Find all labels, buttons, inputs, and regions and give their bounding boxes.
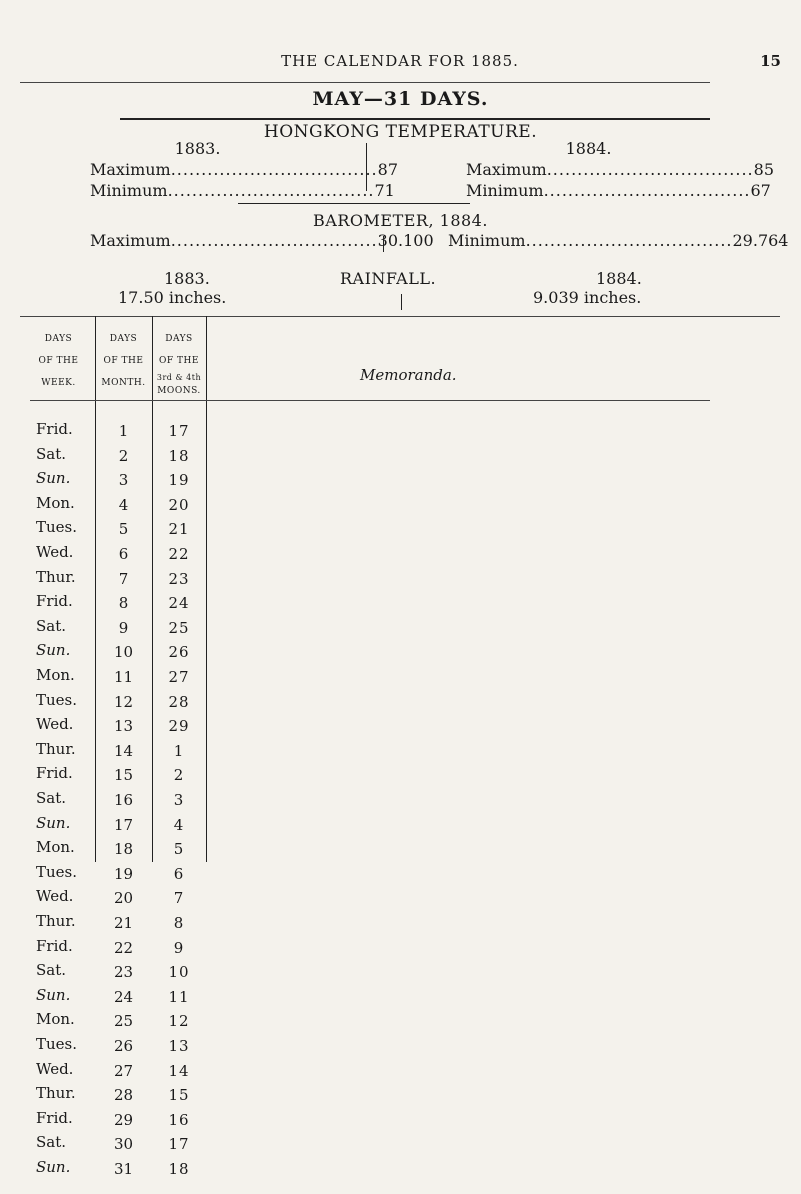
calendar-row [0,1010,801,1032]
calendar-row [0,814,801,836]
day-of-month: 20 [113,889,134,908]
day-of-month: 25 [113,1012,134,1031]
max-1883-value: 87 [377,160,398,179]
day-of-week: Sat. [36,1133,67,1152]
barometer-min-value: 29.764 [732,231,789,250]
temperature-1884-min-row [466,180,771,201]
day-of-week: Tues. [36,862,78,881]
day-of-month: 28 [113,1086,134,1105]
moon-day: 7 [173,889,185,908]
barometer-min-row [448,231,789,250]
calendar-row [0,912,801,934]
temperature-1883-max-row [90,159,398,180]
moon-day: 17 [168,422,190,440]
day-of-month: 10 [113,643,134,662]
calendar-row [0,1109,801,1131]
running-head [0,52,801,76]
moon-day: 2 [173,766,185,785]
calendar-row [0,863,801,885]
day-of-week: Frid. [36,936,73,955]
calendar-row [0,961,801,983]
day-of-month: 7 [118,569,129,588]
day-of-month: 4 [118,495,129,514]
moon-day: 21 [168,520,190,539]
day-of-month: 23 [113,963,134,982]
leader-dots: .................................. [167,181,375,200]
header-days-of-moons [152,333,206,407]
running-title: THE CALENDAR FOR 1885. [281,52,519,70]
moon-day: 17 [168,1135,190,1154]
moon-day: 10 [168,963,190,982]
day-of-month: 22 [113,938,134,957]
calendar-row [0,1060,801,1082]
calendar-row [0,494,801,516]
moon-day: 4 [173,815,185,834]
calendar-row [0,469,801,491]
max-label: Maximum [90,160,171,179]
leader-dots: .................................. [525,231,733,250]
moon-day: 8 [173,914,185,932]
temperature-1884 [466,138,774,201]
moon-day: 25 [168,618,190,637]
temperature-heading: HONGKONG TEMPERATURE. [263,122,538,142]
barometer-divider [383,236,384,252]
day-of-week: Mon. [36,493,75,512]
header-days-of-month [95,333,152,399]
day-of-month: 16 [113,791,134,809]
moon-day: 9 [173,938,185,957]
title-rule [120,118,710,120]
day-of-week: Sun. [36,1158,71,1176]
header-line: OF THE [38,356,79,366]
day-of-week: Mon. [36,1010,75,1029]
day-of-week: Frid. [36,592,73,611]
calendar-row [0,445,801,467]
barometer-min-label: Minimum [448,231,526,250]
day-of-month: 30 [113,1135,134,1154]
moon-day: 28 [168,692,190,711]
day-of-week: Tues. [36,1035,78,1053]
calendar-row [0,617,801,639]
header-rule [30,400,710,401]
header-line: MOONS. [157,386,201,396]
calendar-row [0,1035,801,1057]
moon-day: 22 [168,545,190,563]
barometer-max-value: 30.100 [377,231,434,250]
barometer-max-row [90,231,434,250]
calendar-row [0,592,801,614]
moon-day: 27 [168,668,190,686]
temperature-1884-max-row [466,159,774,180]
day-of-week: Sat. [36,444,67,463]
max-label: Maximum [466,160,547,179]
day-of-week: Frid. [36,1108,73,1127]
calendar-row [0,838,801,860]
moon-day: 3 [173,791,185,809]
calendar-row [0,715,801,737]
calendar-row [0,789,801,811]
moon-day: 15 [168,1086,190,1105]
day-of-week: Wed. [36,543,74,561]
day-of-month: 5 [118,520,129,539]
rainfall-year-1883: 1883. [164,269,210,288]
day-of-month: 21 [113,914,134,932]
calendar-row [0,1084,801,1106]
head-rule [20,82,710,83]
day-of-week: Sun. [36,813,71,832]
barometer-heading: BAROMETER, 1884. [313,211,488,230]
day-of-week: Wed. [36,1059,74,1078]
day-of-month: 14 [113,741,134,760]
header-line: DAYS [44,334,73,344]
moon-day: 29 [168,717,190,736]
day-of-month: 31 [113,1160,134,1178]
day-of-week: Thur. [36,912,76,930]
day-of-month: 8 [118,594,129,613]
calendar-row [0,641,801,663]
day-of-month: 6 [118,545,129,563]
day-of-month: 24 [113,987,134,1006]
moon-day: 23 [168,569,190,588]
day-of-week: Frid. [36,420,73,438]
moon-day: 12 [168,1012,190,1031]
moon-day: 6 [173,864,185,883]
day-of-month: 9 [118,618,129,637]
day-of-month: 2 [118,446,129,465]
day-of-month: 15 [113,766,134,785]
day-of-month: 18 [113,840,134,859]
moon-day: 16 [168,1110,190,1129]
day-of-month: 27 [113,1061,134,1080]
day-of-month: 11 [113,668,134,686]
temperature-year-1884: 1884. [565,139,612,158]
min-label: Minimum [90,181,168,200]
min-1884-value: 67 [750,181,771,200]
day-of-month: 3 [118,471,129,490]
day-of-month: 26 [113,1037,134,1055]
min-1883-value: 71 [374,181,395,200]
day-of-week: Mon. [36,666,75,684]
page-number: 15 [760,52,781,70]
calendar-row [0,666,801,688]
moon-day: 19 [168,471,190,490]
leader-dots: .................................. [170,231,378,250]
calendar-row [0,518,801,540]
header-line: DAYS [165,334,193,344]
header-line: OF THE [159,356,199,366]
calendar-row [0,887,801,909]
mid-rule [238,203,470,204]
temperature-year-1883: 1883. [174,139,221,158]
day-of-week: Sat. [36,789,67,807]
moon-day: 18 [168,1160,190,1178]
day-of-month: 29 [113,1110,134,1129]
moon-day: 26 [168,643,190,662]
moon-day: 5 [173,840,185,859]
day-of-week: Thur. [36,1084,76,1103]
max-1884-value: 85 [753,160,774,179]
day-of-month: 1 [118,422,129,440]
moon-day: 11 [168,987,190,1006]
day-of-week: Frid. [36,764,73,783]
day-of-week: Sun. [36,985,71,1004]
temperature-1883 [90,138,398,201]
day-of-week: Tues. [36,690,78,709]
leader-dots: .................................. [170,160,378,179]
day-of-week: Wed. [36,715,74,734]
calendar-row [0,691,801,713]
day-of-month: 17 [113,815,134,834]
day-of-month: 13 [113,717,134,736]
header-line: DAYS [109,334,138,344]
header-line: OF THE [103,356,144,366]
calendar-row [0,937,801,959]
section-title: MAY—31 DAYS. [312,88,489,110]
calendar-row [0,568,801,590]
temperature-divider [366,143,367,191]
day-of-week: Sun. [36,641,71,660]
day-of-week: Sat. [36,961,67,980]
rainfall-heading: RAINFALL. [340,269,437,288]
day-of-month: 19 [113,864,134,883]
calendar-row [0,1158,801,1180]
rainfall-rule [20,316,780,317]
calendar-row [0,543,801,565]
calendar-row [0,420,801,442]
moon-day: 1 [173,741,185,760]
moon-day: 14 [168,1061,190,1080]
day-of-week: Tues. [36,518,78,537]
header-line: WEEK. [41,378,76,388]
moon-day: 24 [168,594,190,613]
day-of-week: Mon. [36,838,75,857]
day-of-month: 12 [113,692,134,711]
calendar-row [0,740,801,762]
leader-dots: .................................. [546,160,754,179]
min-label: Minimum [466,181,544,200]
rainfall-1883-value: 17.50 inches. [118,288,227,307]
day-of-week: Sun. [36,469,71,488]
leader-dots: .................................. [543,181,751,200]
header-line: MONTH. [101,378,146,388]
calendar-row [0,986,801,1008]
moon-day: 18 [168,446,190,465]
calendar-row [0,764,801,786]
temperature-1883-min-row [90,180,395,201]
calendar-row [0,1133,801,1155]
rainfall-divider [401,294,402,310]
barometer-max-label: Maximum [90,231,171,250]
moon-day: 13 [168,1037,190,1055]
rainfall-year-1884: 1884. [596,269,642,288]
day-of-week: Thur. [36,739,76,758]
header-line: 3rd & 4th [156,373,202,382]
day-of-week: Wed. [36,887,74,906]
rainfall-1884-value: 9.039 inches. [533,288,642,307]
day-of-week: Thur. [36,567,76,586]
moon-day: 20 [168,495,190,514]
memoranda-label: Memoranda. [360,366,457,384]
day-of-week: Sat. [36,616,67,635]
header-days-of-week [22,333,95,399]
